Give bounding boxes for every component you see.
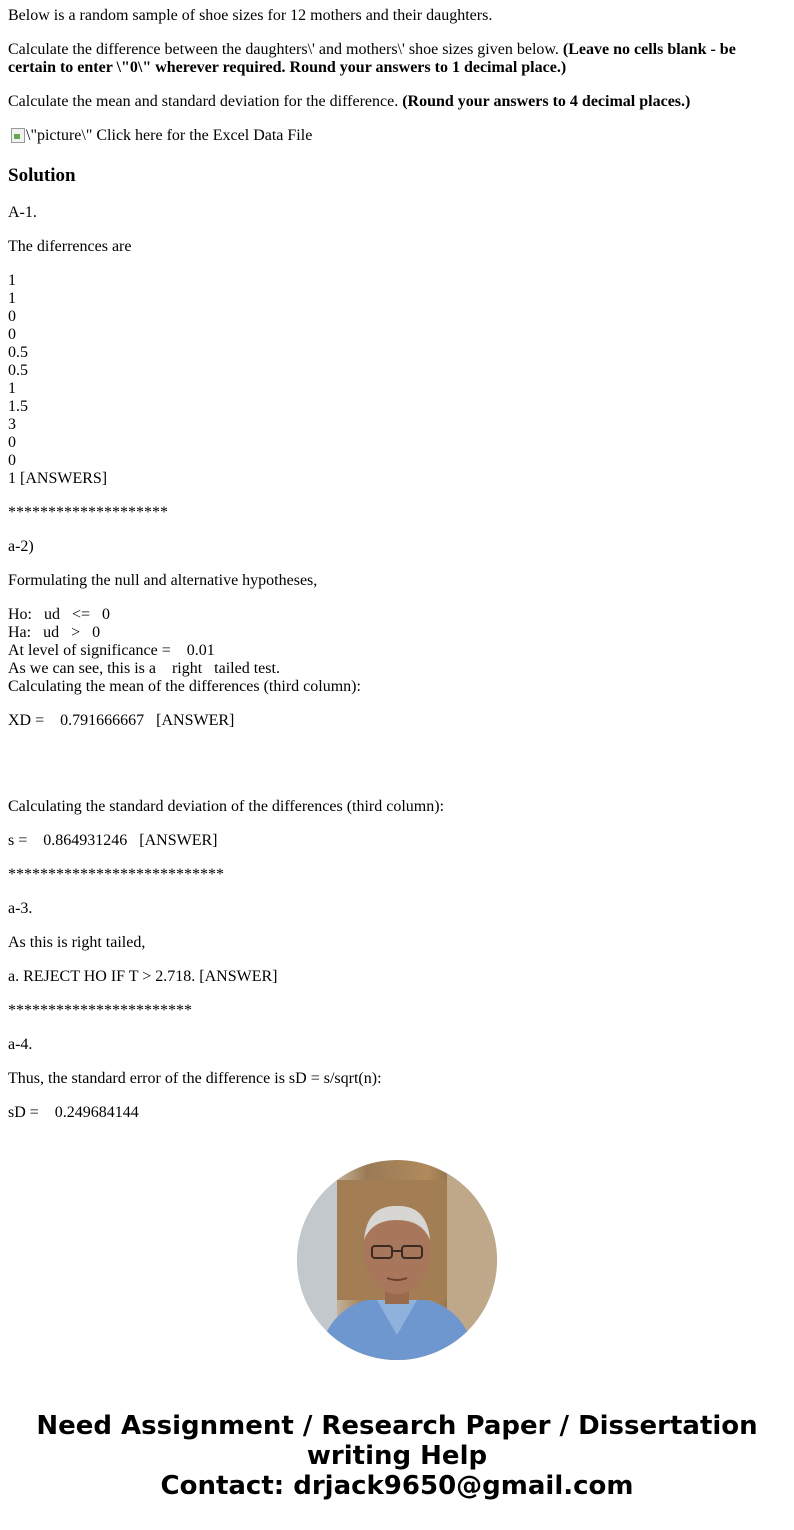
- instruction-mean-sd-text: Calculate the mean and standard deviation for the difference.: [8, 93, 403, 110]
- contact-banner: [0, 1411, 794, 1501]
- a4-label: a-4.: [8, 1036, 33, 1053]
- null-hypothesis: Ho: ud <= 0: [8, 606, 111, 623]
- significance-level: At level of significance = 0.01: [8, 642, 215, 659]
- author-portrait-icon: [297, 1160, 497, 1360]
- excel-link-text[interactable]: Click here for the Excel Data File: [92, 127, 313, 144]
- a3-label: a-3.: [8, 900, 33, 917]
- banner-line-2: writing Help: [306, 1441, 488, 1471]
- a3-intro: As this is right tailed,: [8, 934, 146, 951]
- difference-value: 0: [8, 326, 16, 343]
- banner-line-1: Need Assignment / Research Paper / Dissertation: [36, 1411, 758, 1441]
- sd-answer: s = 0.864931246 [ANSWER]: [8, 832, 218, 849]
- a1-label: A-1.: [8, 204, 37, 221]
- tail-type: As we can see, this is a right tailed test.: [8, 660, 280, 677]
- difference-value: 0.5: [8, 344, 28, 361]
- instruction-differences-bold: (Leave no cells blank - be certain to enter \"0\" wherever required. Round your answers to 1 decimal place.): [8, 41, 736, 76]
- instruction-mean-sd: [8, 93, 786, 111]
- alt-hypothesis: Ha: ud > 0: [8, 624, 101, 641]
- difference-value: 0: [8, 452, 16, 469]
- difference-value: 0: [8, 434, 16, 451]
- author-avatar: [297, 1160, 497, 1360]
- mean-intro: Calculating the mean of the differences (third column):: [8, 678, 361, 695]
- difference-value: 3: [8, 416, 16, 433]
- a1-intro: The diferrences are: [8, 238, 132, 255]
- difference-value: 1 [ANSWERS]: [8, 470, 108, 487]
- difference-value: 1: [8, 272, 16, 289]
- excel-image-alt: \"picture\": [26, 127, 93, 144]
- difference-value: 0: [8, 308, 16, 325]
- banner-contact: Contact: drjack9650@gmail.com: [160, 1471, 634, 1501]
- a2-label: a-2): [8, 538, 34, 555]
- a4-intro: Thus, the standard error of the difference is sD = s/sqrt(n):: [8, 1070, 382, 1087]
- instruction-differences-text: Calculate the difference between the daughters\' and mothers\' shoe sizes given below.: [8, 41, 563, 58]
- mean-answer: XD = 0.791666667 [ANSWER]: [8, 712, 235, 729]
- document-body: [0, 7, 794, 1122]
- solution-heading: Solution: [8, 165, 76, 186]
- separator: ***********************: [8, 1002, 192, 1019]
- separator: ********************: [8, 504, 168, 521]
- broken-image-icon: [10, 127, 26, 143]
- intro-text: Below is a random sample of shoe sizes for 12 mothers and their daughters.: [8, 7, 493, 24]
- difference-value: 1.5: [8, 398, 28, 415]
- instruction-mean-sd-bold: (Round your answers to 4 decimal places.): [402, 93, 691, 110]
- standard-error-value: sD = 0.249684144: [8, 1104, 139, 1121]
- excel-data-link[interactable]: [8, 127, 786, 145]
- blank-space: [8, 746, 786, 782]
- a3-answer: a. REJECT HO IF T > 2.718. [ANSWER]: [8, 968, 278, 985]
- sd-intro: Calculating the standard deviation of the differences (third column):: [8, 798, 445, 815]
- difference-value: 1: [8, 290, 16, 307]
- separator: ***************************: [8, 866, 224, 883]
- a2-intro: Formulating the null and alternative hypotheses,: [8, 572, 318, 589]
- difference-value: 1: [8, 380, 16, 397]
- difference-value: 0.5: [8, 362, 28, 379]
- instruction-differences: [8, 41, 786, 77]
